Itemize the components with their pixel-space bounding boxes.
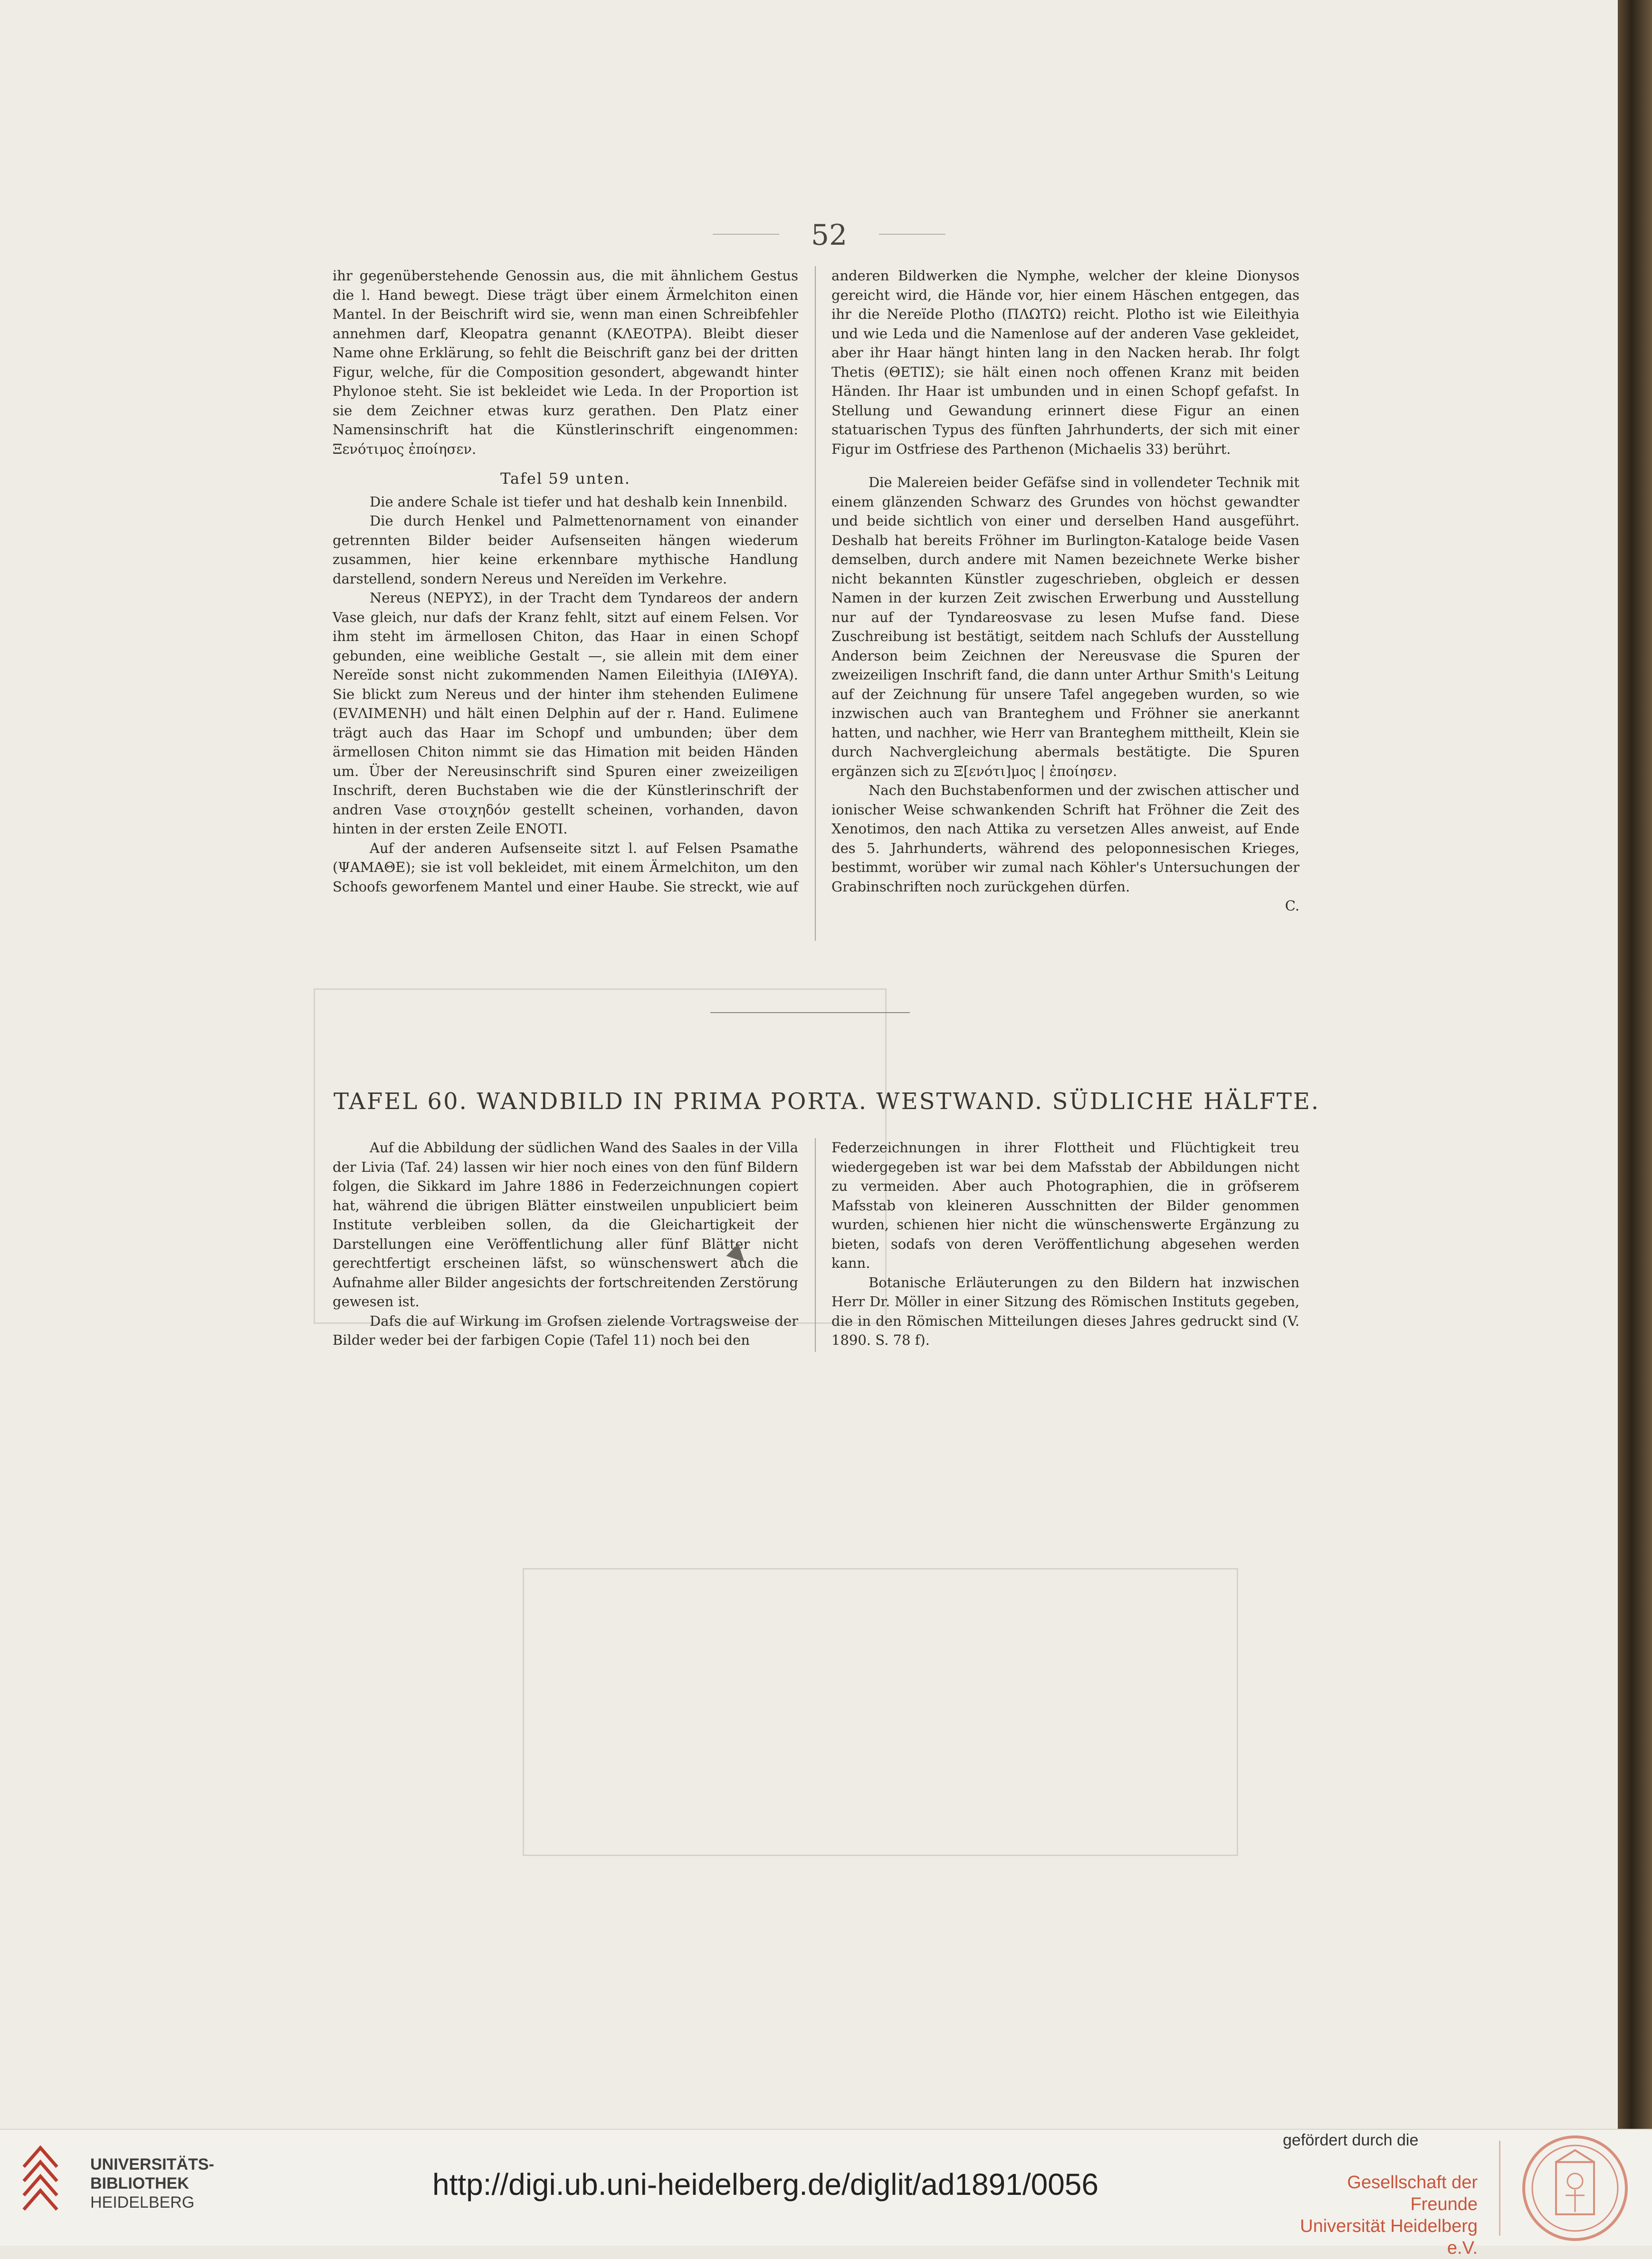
paragraph: Die Malereien beider Gefäfse sind in vollendeter Technik mit einem glänzenden Schwarz des Grundes von höchst gewandter und beide sichtlich von einer und derselben Hand ausgeführt. Deshalb hat bereits Fröhner im Burlington-Kataloge beide Vasen demselben, durch andere mit Namen bezeichnete Werke bisher nicht bekannten Künstler zugeschrieben, obgleich er dessen Namen in der kurzen Zeit zwischen Erwerbung und Ausstellung nur auf der Tyndareosvase zu lesen Mufse fand. Diese Zuschreibung ist bestätigt, seitdem nach Schlufs der Ausstellung Anderson beim Zeichnen der Nereusvase die Spuren der zweizeiligen Inschrift fand, die dann unter Arthur Smith's Leitung auf der Zeichnung für unsere Tafel angegeben wurden, so wie inzwischen auch van Branteghem und Fröhner sie anerkannt hatten, und nachher, wie Herr van Branteghem mittheilt, Klein sie durch Nachvergleichung abermals bestätigte. Die Spuren ergänzen sich zu Ξ[ενότι]μος | ἐποίησεν. bbox=[831, 474, 1299, 779]
paragraph: Die andere Schale ist tiefer und hat deshalb kein Innenbild. bbox=[370, 493, 788, 510]
paragraph: Tafel 59 unten. bbox=[500, 469, 630, 488]
section-heading: TAFEL 60. WANDBILD IN PRIMA PORTA. WESTWAND. SÜDLICHE HÄLFTE. bbox=[334, 1088, 1320, 1115]
library-name bbox=[90, 2155, 214, 2212]
page-number-rule-right bbox=[879, 234, 945, 235]
paragraph: ihr gegenüberstehende Genossin aus, die mit ähnlichem Gestus die l. Hand bewegt. Diese trägt über einem Ärmelchiton einen Mantel. In der Beischrift wird sie, wenn man einen Schreibfehler annehmen darf, Kleopatra genannt (ΚΛΕΟΤΡΑ). Bleibt dieser Name ohne Erklärung, so fehlt die Beischrift ganz bei der dritten Figur, welche, für die Composition gesondert, abgewandt hinter Phylonoe steht. Sie ist bekleidet wie Leda. In der Proportion ist sie dem Zeichner etwas kurz gerathen. Den Platz einer Namensinschrift hat die Künstlerinschrift eingenommen: Ξενότιμος ἐποίησεν. bbox=[333, 268, 798, 457]
top-right-column bbox=[831, 266, 1299, 916]
library-logo-icon bbox=[19, 2138, 62, 2224]
paragraph: Federzeichnungen in ihrer Flottheit und Flüchtigkeit treu wiedergegeben ist war bei dem Mafsstab der Abbildungen nicht zu vermeiden. Aber auch Photographien, die in gröfserem Mafsstab von kleineren Ausschnitten der Bilder genommen wurden, schienen hier nicht die wünschenswerte Ergänzung zu bieten, sodafs von deren Veröffentlichung abgesehen werden kann. bbox=[831, 1139, 1299, 1271]
page-number-rule-left bbox=[713, 234, 779, 235]
sponsor-line1: Gesellschaft der Freunde bbox=[1347, 2173, 1478, 2214]
paragraph: Auf der anderen Aufsenseite sitzt l. auf Felsen Psamathe (ΨΑΜΑΘΕ); sie ist voll bekleidet, mit einem Ärmelchiton, um den Schoofs geworfenem Mantel und einer Haube. Sie streckt, wie auf bbox=[333, 840, 798, 895]
footer-divider bbox=[1499, 2141, 1500, 2236]
paragraph: Botanische Erläuterungen zu den Bildern hat inzwischen Herr Dr. Möller in einer Sitzung des Römischen Instituts gegeben, die in den Römischen Mitteilungen dieses Jahres gedruckt sind (V. 1890. S. 78 f). bbox=[831, 1274, 1299, 1348]
paragraph: Nereus (ΝΕΡΥΣ), in der Tracht dem Tyndareos der andern Vase gleich, nur dafs der Kranz fehlt, sitzt auf einem Felsen. Vor ihm steht im ärmellosen Chiton, das Haar in einen Schopf gebunden, eine weibliche Gestalt —, sie allein mit dem einer Nereïde sonst nicht zukommenden Namen Eileithyia (ΙΛΙΘΥΑ). Sie blickt zum Nereus und der hinter ihm stehenden Eulimene (ΕVΛΙΜΕΝΗ) und hält einen Delphin auf der r. Hand. Eulimene trägt auch das Haar im Schopf und umbunden; über dem ärmellosen Chiton nimmt sie das Himation mit beiden Händen um. Über der Nereusinschrift sind Spuren einer zweizeiligen Inschrift, deren Buchstaben wie die der Künstlerinschrift der andren Vase στοιχηδόν gestellt scheinen, vorhanden, davon hinten in der ersten Zeile ΕΝΟΤΙ. bbox=[333, 590, 798, 837]
bottom-right-column bbox=[831, 1138, 1299, 1350]
paragraph: Auf die Abbildung der südlichen Wand des Saales in der Villa der Livia (Taf. 24) lassen wir hier noch eines von den fünf Bildern folgen, die Sikkard im Jahre 1886 in Federzeichnungen copiert hat, während die übrigen Blätter einstweilen unpubliciert beim Institute verbleiben sollen, da die Gleichartigkeit der Darstellungen eine Veröffentlichung aller fünf Blätter nicht gerechtfertigt erscheinen läfst, so wünschenswert auch die Aufnahme aller Bilder angesichts der fortschreitenden Zerstörung gewesen ist. bbox=[333, 1139, 798, 1310]
page-number: 52 bbox=[811, 219, 848, 252]
permalink-url[interactable]: http://digi.ub.uni-heidelberg.de/diglit/ad1891/0056 bbox=[432, 2167, 1098, 2202]
bottom-left-column bbox=[333, 1138, 798, 1350]
book-edge bbox=[1618, 0, 1652, 2129]
library-name-line2: BIBLIOTHEK bbox=[90, 2174, 189, 2192]
university-seal-icon bbox=[1520, 2134, 1630, 2243]
sponsor-name bbox=[1278, 2172, 1478, 2259]
sponsor-line2: Universität Heidelberg e.V. bbox=[1300, 2216, 1478, 2258]
top-left-column bbox=[333, 266, 798, 896]
paragraph: Dafs die auf Wirkung im Grofsen zielende Vortragsweise der Bilder weder bei der farbigen Copie (Tafel 11) noch bei den bbox=[333, 1312, 798, 1348]
paragraph: Nach den Buchstabenformen und der zwischen attischer und ionischer Weise schwankenden Schrift hat Fröhner die Zeit des Xenotimos, den nach Attika zu versetzen Alles anweist, auf Ende des 5. Jahrhunderts, während des peloponnesischen Krieges, bestimmt, worüber wir zumal nach Köhler's Untersuchungen der Grabinschriften noch zurückgehen dürfen. bbox=[831, 782, 1299, 895]
library-name-line3: HEIDELBERG bbox=[90, 2193, 195, 2211]
paragraph: C. bbox=[1285, 898, 1299, 914]
section-separator bbox=[710, 1012, 910, 1013]
paragraph: Die durch Henkel und Palmettenornament von einander getrennten Bilder beider Aufsenseiten hängen wiederum zusammen, hier keine erkennbare mythische Handlung darstellend, sondern Nereus und Nereïden im Verkehre. bbox=[333, 513, 798, 587]
paragraph: anderen Bildwerken die Nymphe, welcher der kleine Dionysos gereicht wird, die Hände vor, hier einem Häschen entgegen, das ihr die Nereïde Plotho (ΠΛΩΤΩ) reicht. Plotho ist wie Eileithyia und wie Leda und die Namenlose auf der anderen Vase gekleidet, aber ihr Haar hängt hinten lang in den Nacken herab. Ihr folgt Thetis (ΘΕΤΙΣ); sie hält einen noch offenen Kranz mit beiden Händen. Ihr Haar ist umbunden und in einen Schopf gefafst. In Stellung und Gewandung erinnert diese Figur an einen statuarischen Typus des fünften Jahrhunderts, der sich mit einer Figur im Ostfriese des Parthenon (Michaelis 33) berührt. bbox=[831, 268, 1299, 457]
library-name-line1: UNIVERSITÄTS- bbox=[90, 2155, 214, 2173]
column-divider-bottom bbox=[815, 1138, 816, 1352]
show-through-plan-lower bbox=[523, 1568, 1238, 1856]
column-divider-top bbox=[815, 266, 816, 941]
sponsor-intro: gefördert durch die bbox=[1283, 2131, 1419, 2149]
